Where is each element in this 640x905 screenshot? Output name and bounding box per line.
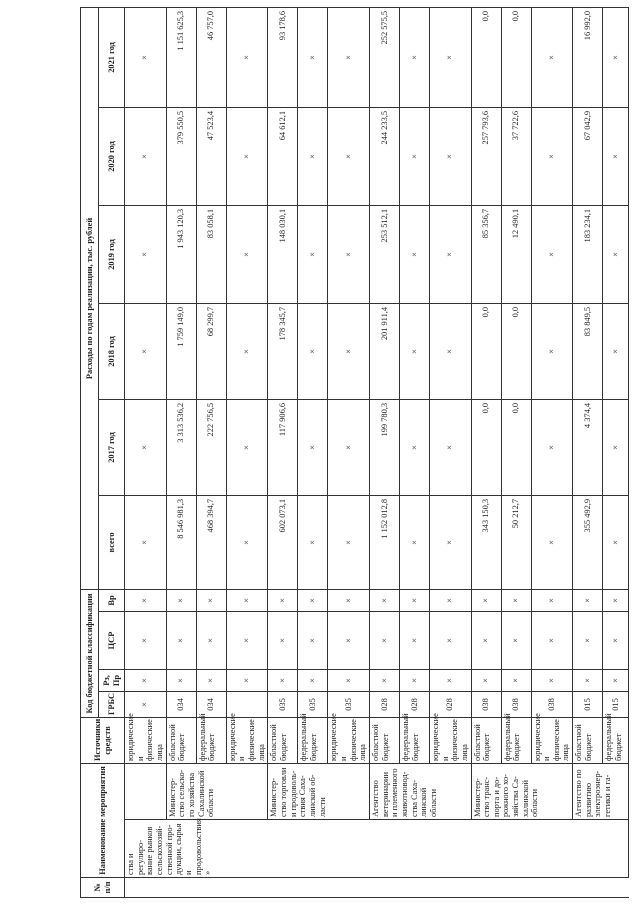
header-event-name: Наименование мероприятия bbox=[81, 763, 125, 877]
grbs-cell: 028 bbox=[429, 691, 471, 717]
csr-cell: × bbox=[196, 611, 226, 669]
year-2020-cell: 64 612,1 bbox=[268, 107, 298, 205]
total-cell: × bbox=[531, 495, 573, 589]
year-2019-cell: × bbox=[328, 205, 370, 303]
vr-cell: × bbox=[226, 589, 268, 611]
year-2018-cell: 201 911,4 bbox=[369, 303, 399, 399]
source-cell: юридические и физические лица bbox=[226, 717, 268, 763]
year-2018-cell: 1 759 149,0 bbox=[166, 303, 196, 399]
year-2017-cell: × bbox=[531, 399, 573, 495]
source-cell: областной бюджет bbox=[166, 717, 196, 763]
executor-cell: Министер-ство сельско-го хозяйства Сахалинской области bbox=[166, 763, 268, 819]
grbs-cell: 015 bbox=[603, 691, 629, 717]
year-2019-cell: 1 943 120,3 bbox=[166, 205, 196, 303]
source-cell: юридические и физические лица bbox=[328, 717, 370, 763]
rz-pr-cell: × bbox=[196, 669, 226, 691]
source-cell: областной бюджет bbox=[471, 717, 501, 763]
table-row bbox=[369, 7, 399, 897]
table-row bbox=[268, 7, 298, 897]
table-body bbox=[125, 7, 629, 897]
csr-cell: × bbox=[603, 611, 629, 669]
grbs-cell: × bbox=[125, 691, 167, 717]
year-2020-cell: × bbox=[429, 107, 471, 205]
year-2021-cell: × bbox=[531, 7, 573, 107]
total-cell: 50 212,7 bbox=[501, 495, 531, 589]
vr-cell: × bbox=[471, 589, 501, 611]
year-2021-cell: 0,0 bbox=[471, 7, 501, 107]
year-2018-cell: × bbox=[429, 303, 471, 399]
vr-cell: × bbox=[196, 589, 226, 611]
csr-cell: × bbox=[471, 611, 501, 669]
header-year-2021: 2021 год bbox=[99, 7, 125, 107]
source-cell: областной бюджет bbox=[369, 717, 399, 763]
year-2017-cell: 0,0 bbox=[471, 399, 501, 495]
total-cell: × bbox=[399, 495, 429, 589]
year-2021-cell: 93 178,6 bbox=[268, 7, 298, 107]
year-2019-cell: 85 356,7 bbox=[471, 205, 501, 303]
table-row bbox=[471, 7, 501, 897]
executor-cell: Агентство ветеринарии и племенного животновод-ства Саха-линской области bbox=[369, 763, 471, 819]
total-cell: × bbox=[226, 495, 268, 589]
rz-pr-cell: × bbox=[471, 669, 501, 691]
year-2021-cell: × bbox=[603, 7, 629, 107]
event-name-text: ства и регулиро-вание рынков сельскохозяй-ственной про-дукции, сырья и продовольствия bbox=[126, 818, 203, 875]
total-cell: × bbox=[603, 495, 629, 589]
year-2019-cell: × bbox=[298, 205, 328, 303]
vr-cell: × bbox=[166, 589, 196, 611]
vr-cell: × bbox=[369, 589, 399, 611]
year-2020-cell: 67 042,9 bbox=[573, 107, 603, 205]
table-sheet bbox=[80, 8, 623, 898]
header-year-2017: 2017 год bbox=[99, 399, 125, 495]
grbs-cell: 028 bbox=[369, 691, 399, 717]
vr-cell: × bbox=[298, 589, 328, 611]
header-budget-code: Код бюджетной классификации bbox=[81, 589, 99, 717]
year-2020-cell: 244 233,5 bbox=[369, 107, 399, 205]
vr-cell: × bbox=[268, 589, 298, 611]
year-2018-cell: × bbox=[226, 303, 268, 399]
rz-pr-cell: × bbox=[369, 669, 399, 691]
year-2019-cell: 12 490,1 bbox=[501, 205, 531, 303]
grbs-cell: 035 bbox=[328, 691, 370, 717]
source-cell: федеральный бюджет bbox=[501, 717, 531, 763]
executor-cell bbox=[125, 763, 167, 819]
rz-pr-cell: × bbox=[268, 669, 298, 691]
table-row bbox=[125, 7, 167, 897]
header-year-2020: 2020 год bbox=[99, 107, 125, 205]
csr-cell: × bbox=[166, 611, 196, 669]
csr-cell: × bbox=[268, 611, 298, 669]
year-2019-cell: × bbox=[429, 205, 471, 303]
header-csr: ЦСР bbox=[99, 611, 125, 669]
year-2019-cell: 253 512,1 bbox=[369, 205, 399, 303]
year-2020-cell: 379 550,5 bbox=[166, 107, 196, 205]
year-2017-cell: 199 780,3 bbox=[369, 399, 399, 495]
rz-pr-cell: × bbox=[125, 669, 167, 691]
year-2017-cell: × bbox=[125, 399, 167, 495]
year-2021-cell: 16 992,0 bbox=[573, 7, 603, 107]
year-2017-cell: × bbox=[603, 399, 629, 495]
total-cell: 1 152 012,8 bbox=[369, 495, 399, 589]
source-cell: федеральный бюджет bbox=[399, 717, 429, 763]
year-2021-cell: 252 575,5 bbox=[369, 7, 399, 107]
header-year-2019: 2019 год bbox=[99, 205, 125, 303]
total-cell: 355 492,9 bbox=[573, 495, 603, 589]
year-2019-cell: 83 058,1 bbox=[196, 205, 226, 303]
year-2018-cell: 0,0 bbox=[501, 303, 531, 399]
year-2020-cell: 37 722,6 bbox=[501, 107, 531, 205]
year-2021-cell: × bbox=[429, 7, 471, 107]
year-2018-cell: × bbox=[603, 303, 629, 399]
vr-cell: × bbox=[328, 589, 370, 611]
total-cell: 468 394,7 bbox=[196, 495, 226, 589]
grbs-cell: 038 bbox=[531, 691, 573, 717]
rotated-table-area bbox=[80, 8, 623, 898]
year-2021-cell: × bbox=[399, 7, 429, 107]
year-2018-cell: 83 849,5 bbox=[573, 303, 603, 399]
year-2018-cell: × bbox=[125, 303, 167, 399]
header-year-2018: 2018 год bbox=[99, 303, 125, 399]
rz-pr-cell: × bbox=[531, 669, 573, 691]
total-cell: × bbox=[328, 495, 370, 589]
year-2017-cell: 222 756,5 bbox=[196, 399, 226, 495]
header-expenses: Расходы по годам реализации, тыс. рублей bbox=[81, 7, 99, 589]
year-2020-cell: × bbox=[125, 107, 167, 205]
year-2021-cell: × bbox=[226, 7, 268, 107]
executor-cell: Министер-ство транс-порта и до-рожного хо-зяйства Са-халинской области bbox=[471, 763, 573, 819]
year-2021-cell: × bbox=[125, 7, 167, 107]
year-2020-cell: 257 793,6 bbox=[471, 107, 501, 205]
grbs-cell: 028 bbox=[399, 691, 429, 717]
year-2021-cell: × bbox=[298, 7, 328, 107]
vr-cell: × bbox=[501, 589, 531, 611]
grbs-cell: 034 bbox=[166, 691, 196, 717]
year-2021-cell: 0,0 bbox=[501, 7, 531, 107]
header-num: № п/п bbox=[81, 878, 125, 898]
grbs-cell: 034 bbox=[196, 691, 226, 717]
table-row bbox=[166, 7, 196, 897]
rz-pr-cell: × bbox=[573, 669, 603, 691]
year-2019-cell: × bbox=[226, 205, 268, 303]
year-2020-cell: × bbox=[531, 107, 573, 205]
grbs-cell: 015 bbox=[573, 691, 603, 717]
total-cell: × bbox=[125, 495, 167, 589]
year-2018-cell: 0,0 bbox=[471, 303, 501, 399]
year-2020-cell: × bbox=[399, 107, 429, 205]
year-2018-cell: × bbox=[328, 303, 370, 399]
year-2020-cell: × bbox=[328, 107, 370, 205]
rz-pr-cell: × bbox=[298, 669, 328, 691]
year-2019-cell: × bbox=[603, 205, 629, 303]
header-total: всего bbox=[99, 495, 125, 589]
csr-cell: × bbox=[226, 611, 268, 669]
rz-pr-cell: × bbox=[328, 669, 370, 691]
grbs-cell: 038 bbox=[501, 691, 531, 717]
rz-pr-cell: × bbox=[226, 669, 268, 691]
source-cell: юридические и физические лица bbox=[429, 717, 471, 763]
csr-cell: × bbox=[531, 611, 573, 669]
vr-cell: × bbox=[573, 589, 603, 611]
table-row bbox=[573, 7, 603, 897]
header-vr: Вр bbox=[99, 589, 125, 611]
year-2021-cell: × bbox=[328, 7, 370, 107]
year-2018-cell: 68 299,7 bbox=[196, 303, 226, 399]
event-name-note: » bbox=[203, 870, 213, 875]
source-cell: областной бюджет bbox=[268, 717, 298, 763]
year-2019-cell: × bbox=[125, 205, 167, 303]
csr-cell: × bbox=[399, 611, 429, 669]
year-2018-cell: × bbox=[399, 303, 429, 399]
year-2017-cell: 0,0 bbox=[501, 399, 531, 495]
year-2021-cell: 46 757,0 bbox=[196, 7, 226, 107]
csr-cell: × bbox=[298, 611, 328, 669]
total-cell: 602 073,1 bbox=[268, 495, 298, 589]
vr-cell: × bbox=[429, 589, 471, 611]
header-grbs: ГРБС bbox=[99, 691, 125, 717]
year-2018-cell: 178 345,7 bbox=[268, 303, 298, 399]
vr-cell: × bbox=[531, 589, 573, 611]
total-cell: × bbox=[298, 495, 328, 589]
year-2018-cell: × bbox=[531, 303, 573, 399]
year-2017-cell: × bbox=[399, 399, 429, 495]
year-2017-cell: 3 313 536,2 bbox=[166, 399, 196, 495]
year-2017-cell: × bbox=[298, 399, 328, 495]
budget-table bbox=[80, 7, 629, 898]
year-2017-cell: × bbox=[226, 399, 268, 495]
csr-cell: × bbox=[573, 611, 603, 669]
rz-pr-cell: × bbox=[603, 669, 629, 691]
csr-cell: × bbox=[125, 611, 167, 669]
year-2018-cell: × bbox=[298, 303, 328, 399]
year-2021-cell: 1 151 625,3 bbox=[166, 7, 196, 107]
header-rz-pr: Рз, Пр bbox=[99, 669, 125, 691]
total-cell: 343 150,3 bbox=[471, 495, 501, 589]
year-2019-cell: 183 234,1 bbox=[573, 205, 603, 303]
vr-cell: × bbox=[603, 589, 629, 611]
year-2019-cell: 148 030,1 bbox=[268, 205, 298, 303]
year-2020-cell: × bbox=[226, 107, 268, 205]
source-cell: областной бюджет bbox=[573, 717, 603, 763]
executor-cell: Агентство по развитию электроэнер-гетики и га- bbox=[573, 763, 629, 819]
csr-cell: × bbox=[501, 611, 531, 669]
total-cell: 8 546 981,3 bbox=[166, 495, 196, 589]
year-2017-cell: 117 906,6 bbox=[268, 399, 298, 495]
year-2017-cell: 4 374,4 bbox=[573, 399, 603, 495]
grbs-cell: 038 bbox=[471, 691, 501, 717]
rz-pr-cell: × bbox=[166, 669, 196, 691]
event-name-cell bbox=[125, 820, 629, 878]
total-cell: × bbox=[429, 495, 471, 589]
vr-cell: × bbox=[399, 589, 429, 611]
source-cell: федеральный бюджет bbox=[196, 717, 226, 763]
csr-cell: × bbox=[429, 611, 471, 669]
csr-cell: × bbox=[369, 611, 399, 669]
year-2019-cell: × bbox=[399, 205, 429, 303]
source-cell: федеральный бюджет bbox=[298, 717, 328, 763]
csr-cell: × bbox=[328, 611, 370, 669]
executor-cell: Министер-ство торговли и продоволь-ствия Саха-линской об-ласти bbox=[268, 763, 370, 819]
source-cell: юридические и физические лица bbox=[531, 717, 573, 763]
year-2017-cell: × bbox=[429, 399, 471, 495]
year-2019-cell: × bbox=[531, 205, 573, 303]
year-2017-cell: × bbox=[328, 399, 370, 495]
grbs-cell: 035 bbox=[268, 691, 298, 717]
source-cell: федеральный бюджет bbox=[603, 717, 629, 763]
vr-cell: × bbox=[125, 589, 167, 611]
row-number-cell bbox=[125, 878, 629, 898]
rz-pr-cell: × bbox=[429, 669, 471, 691]
source-cell: юридические и физические лица bbox=[125, 717, 167, 763]
grbs-cell: 035 bbox=[298, 691, 328, 717]
year-2020-cell: × bbox=[298, 107, 328, 205]
year-2020-cell: × bbox=[603, 107, 629, 205]
year-2020-cell: 47 523,4 bbox=[196, 107, 226, 205]
rz-pr-cell: × bbox=[501, 669, 531, 691]
rz-pr-cell: × bbox=[399, 669, 429, 691]
header-sources: Источники средств bbox=[81, 717, 125, 763]
